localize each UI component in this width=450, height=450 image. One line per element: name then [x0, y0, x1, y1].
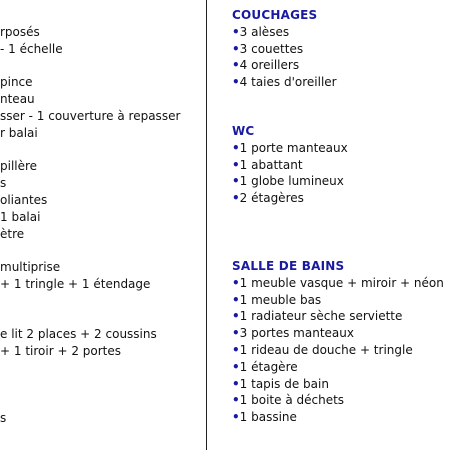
left-column-line: + 1 tiroir + 2 portes: [0, 344, 122, 359]
bullet-icon: •: [232, 41, 240, 56]
list-item: [232, 275, 444, 291]
list-item: [232, 376, 329, 392]
bullet-icon: •: [232, 174, 240, 189]
bullet-icon: •: [232, 309, 240, 324]
bullet-icon: •: [232, 292, 240, 307]
list-item-text: 3 alèses: [239, 24, 290, 39]
list-item-text: 3 portes manteaux: [239, 326, 354, 341]
left-column-line: 1 balai: [0, 209, 41, 224]
left-column-line: - 1 échelle: [0, 41, 63, 56]
bullet-icon: •: [232, 58, 240, 73]
left-column-line: + 1 tringle + 1 étendage: [0, 277, 151, 291]
list-item-text: 4 oreillers: [239, 58, 300, 73]
left-column-line: multiprise: [0, 260, 61, 275]
list-item: [232, 41, 303, 57]
section-heading: WC: [232, 124, 255, 138]
left-column-line: s: [0, 176, 7, 191]
bullet-icon: •: [232, 326, 240, 341]
left-column-line: s: [0, 411, 7, 426]
left-column-line: e lit 2 places + 2 coussins: [0, 327, 157, 342]
list-item: [232, 24, 289, 40]
list-item: [232, 325, 354, 341]
column-divider: [206, 0, 207, 450]
list-item: [232, 342, 413, 358]
bullet-icon: •: [232, 75, 240, 90]
list-item-text: 2 étagères: [239, 191, 304, 206]
list-item-text: 3 couettes: [239, 41, 304, 56]
list-item-text: 1 meuble vasque + miroir + néon: [239, 275, 444, 290]
list-item-text: 4 taies d'oreiller: [239, 75, 337, 90]
list-item: [232, 157, 303, 173]
list-item: [232, 392, 344, 408]
list-item: [232, 292, 321, 308]
list-item-text: 1 étagère: [239, 359, 298, 374]
left-column-line: sser - 1 couverture à repasser: [0, 109, 181, 123]
list-item-text: 1 porte manteaux: [239, 140, 348, 155]
list-item-text: 1 bassine: [239, 410, 297, 425]
list-item: [232, 190, 304, 206]
section-heading: SALLE DE BAINS: [232, 259, 345, 273]
list-item: [232, 57, 299, 73]
list-item: [232, 74, 337, 90]
list-item-text: 1 meuble bas: [239, 292, 322, 307]
left-column-line: rposés: [0, 25, 40, 39]
list-item: [232, 409, 297, 425]
list-item: [232, 140, 348, 156]
left-column-line: nteau: [0, 92, 35, 107]
bullet-icon: •: [232, 191, 240, 206]
list-item-text: 1 tapis de bain: [239, 376, 329, 391]
bullet-icon: •: [232, 343, 240, 357]
bullet-icon: •: [232, 140, 240, 155]
list-item: [232, 359, 298, 375]
bullet-icon: •: [232, 24, 240, 39]
left-column-line: pillère: [0, 159, 38, 174]
list-item: [232, 173, 344, 189]
right-column: [232, 0, 450, 450]
list-item-text: 1 radiateur sèche serviette: [239, 309, 403, 324]
bullet-icon: •: [232, 376, 240, 391]
left-column-line: r balai: [0, 125, 38, 140]
left-column-line: ètre: [0, 226, 25, 241]
left-column-line: pince: [0, 75, 33, 90]
bullet-icon: •: [232, 275, 240, 290]
left-column: [0, 0, 204, 450]
section-heading: COUCHAGES: [232, 8, 318, 22]
list-item-text: 1 abattant: [239, 157, 303, 172]
list-item: [232, 308, 402, 324]
bullet-icon: •: [232, 157, 240, 172]
left-column-line: oliantes: [0, 193, 48, 207]
list-item-text: 1 rideau de douche + tringle: [239, 343, 413, 357]
list-item-text: 1 globe lumineux: [239, 174, 344, 189]
list-item-text: 1 boite à déchets: [239, 393, 345, 408]
bullet-icon: •: [232, 359, 240, 374]
bullet-icon: •: [232, 410, 240, 425]
bullet-icon: •: [232, 393, 240, 408]
